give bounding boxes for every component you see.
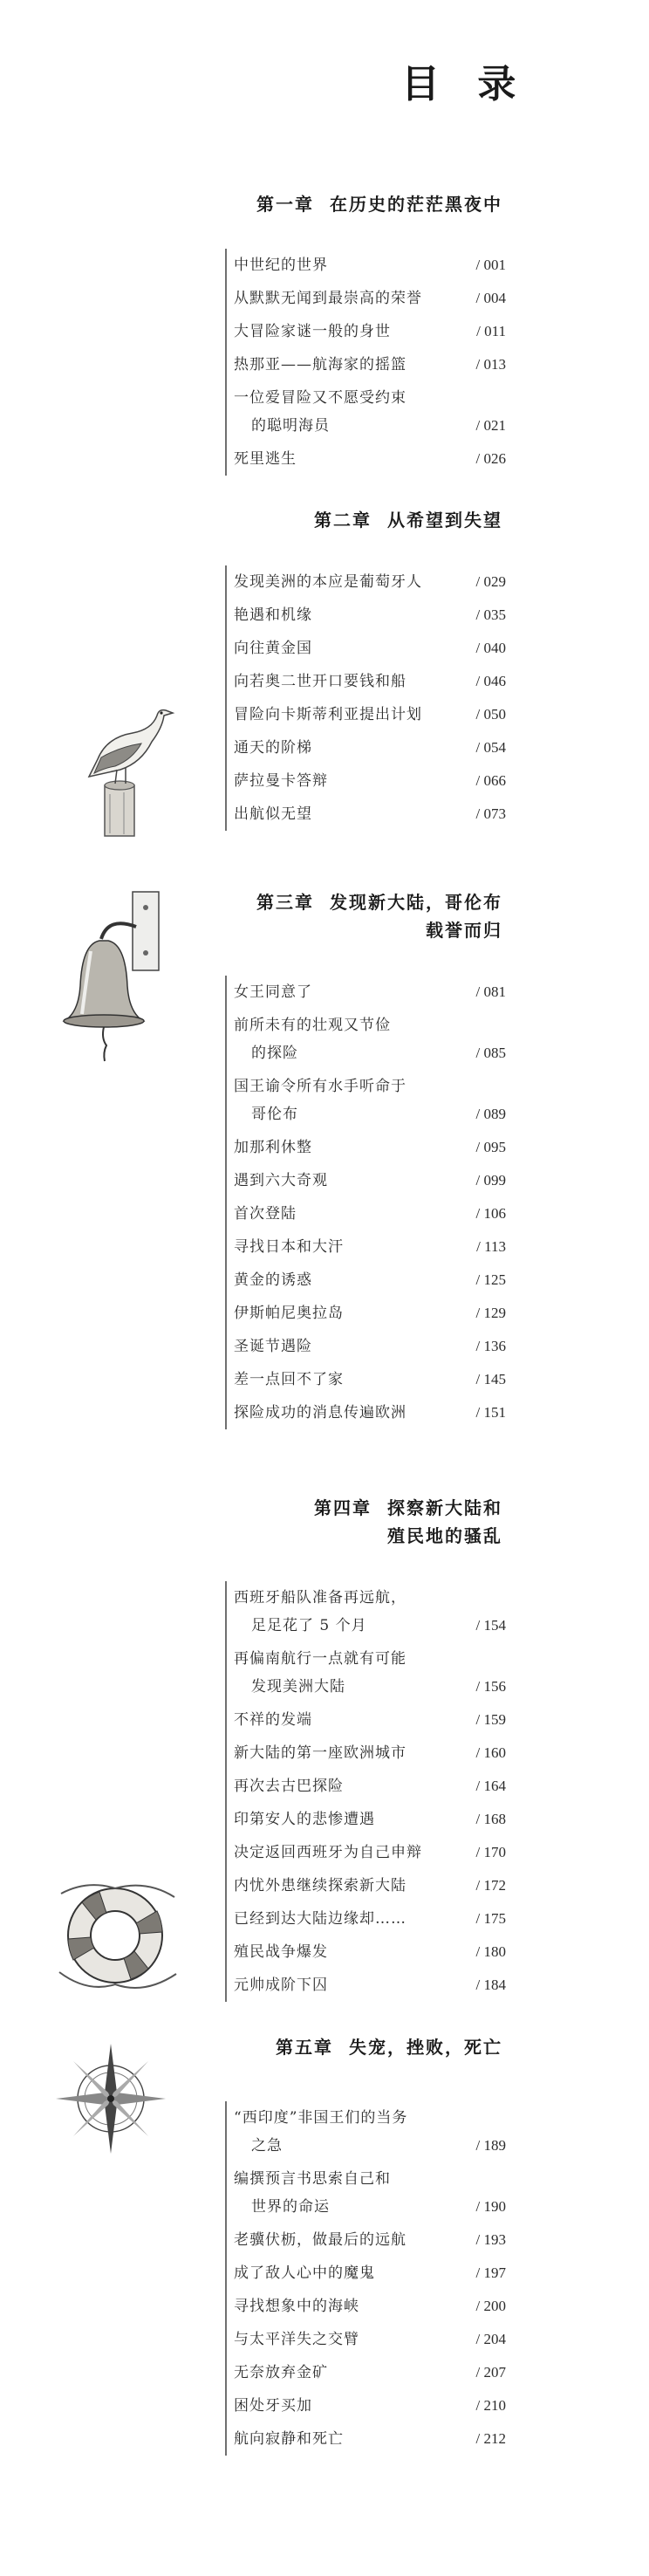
- toc-entry[interactable]: “西印度”非国王们的当务 之急 / 189: [227, 2101, 506, 2162]
- toc-entry[interactable]: 再次去古巴探险 / 164: [227, 1770, 506, 1803]
- chapter-3-toc: [225, 976, 506, 1429]
- page-number: / 210: [475, 2397, 506, 2414]
- toc-entry[interactable]: 国王谕令所有水手听命于 哥伦布 / 089: [227, 1070, 506, 1131]
- chapter-5-toc: [225, 2101, 506, 2456]
- toc-entry[interactable]: 西班牙船队准备再远航， 足足花了 5 个月 / 154: [227, 1581, 506, 1642]
- page-number: / 189: [475, 2137, 506, 2154]
- page-number: / 170: [475, 1844, 506, 1860]
- toc-entry[interactable]: 冒险向卡斯蒂利亚提出计划 / 050: [227, 698, 506, 731]
- toc-entry[interactable]: 再偏南航行一点就有可能 发现美洲大陆 / 156: [227, 1642, 506, 1703]
- toc-entry[interactable]: 航向寂静和死亡 / 212: [227, 2422, 506, 2456]
- toc-entry[interactable]: 从默默无闻到最崇高的荣誉 / 004: [227, 282, 506, 315]
- page-number: / 035: [475, 606, 506, 623]
- page-number: / 159: [475, 1711, 506, 1728]
- page-number: / 175: [475, 1910, 506, 1927]
- page-number: / 004: [475, 290, 506, 306]
- page-number: / 145: [475, 1371, 506, 1387]
- toc-entry[interactable]: 编撰预言书思索自己和 世界的命运 / 190: [227, 2162, 506, 2223]
- chapter-title: 从希望到失望: [387, 510, 502, 531]
- page-number: / 164: [475, 1778, 506, 1794]
- page-number: / 212: [475, 2430, 506, 2447]
- page-title: 目 录: [401, 62, 529, 106]
- toc-entry[interactable]: 差一点回不了家 / 145: [227, 1363, 506, 1396]
- toc-entry[interactable]: 大冒险家谜一般的身世 / 011: [227, 315, 506, 348]
- page-number: / 200: [475, 2298, 506, 2314]
- chapter-title: 发现新大陆，哥伦布: [330, 892, 502, 913]
- toc-entry[interactable]: 发现美洲的本应是葡萄牙人 / 029: [227, 565, 506, 599]
- toc-entry[interactable]: 伊斯帕尼奥拉岛 / 129: [227, 1297, 506, 1330]
- toc-entry[interactable]: 女王同意了 / 081: [227, 976, 506, 1009]
- toc-entry[interactable]: 通天的阶梯 / 054: [227, 731, 506, 764]
- chapter-number: 第二章: [314, 510, 372, 531]
- toc-entry[interactable]: 已经到达大陆边缘却…… / 175: [227, 1902, 506, 1935]
- page-number: / 172: [475, 1877, 506, 1894]
- page-number: / 156: [475, 1678, 506, 1695]
- page-number: / 125: [475, 1271, 506, 1288]
- toc-entry[interactable]: 不祥的发端 / 159: [227, 1703, 506, 1737]
- toc-entry[interactable]: 新大陆的第一座欧洲城市 / 160: [227, 1737, 506, 1770]
- chapter-4-toc: [225, 1581, 506, 2002]
- page-number: / 184: [475, 1977, 506, 1993]
- toc-entry[interactable]: 殖民战争爆发 / 180: [227, 1935, 506, 1969]
- toc-entry[interactable]: 出航似无望 / 073: [227, 798, 506, 831]
- page-number: / 026: [475, 450, 506, 467]
- page-number: / 168: [475, 1811, 506, 1827]
- toc-entry[interactable]: 寻找想象中的海峡 / 200: [227, 2290, 506, 2323]
- chapter-title: 探察新大陆和: [387, 1497, 502, 1518]
- toc-entry[interactable]: 一位爱冒险又不愿受约束 的聪明海员 / 021: [227, 381, 506, 442]
- toc-entry[interactable]: 加那利休整 / 095: [227, 1131, 506, 1164]
- page-number: / 095: [475, 1139, 506, 1155]
- page-number: / 207: [475, 2364, 506, 2381]
- page-number: / 001: [475, 257, 506, 273]
- page-number: / 204: [475, 2331, 506, 2347]
- chapter-title: 失宠，挫败，死亡: [349, 2037, 502, 2058]
- toc-entry[interactable]: 成了敌人心中的魔鬼 / 197: [227, 2257, 506, 2290]
- seagull-illustration: [72, 689, 176, 838]
- page-number: / 160: [475, 1744, 506, 1761]
- toc-entry[interactable]: 无奈放弃金矿 / 207: [227, 2356, 506, 2389]
- page-number: / 099: [475, 1172, 506, 1189]
- toc-entry[interactable]: 艳遇和机缘 / 035: [227, 599, 506, 632]
- chapter-2-heading: [314, 506, 502, 534]
- page-number: / 129: [475, 1305, 506, 1321]
- toc-entry[interactable]: 萨拉曼卡答辩 / 066: [227, 764, 506, 798]
- page-number: / 081: [475, 983, 506, 1000]
- page-number: / 011: [476, 323, 506, 339]
- toc-entry[interactable]: 热那亚——航海家的摇篮 / 013: [227, 348, 506, 381]
- toc-entry[interactable]: 圣诞节遇险 / 136: [227, 1330, 506, 1363]
- bell-illustration: [56, 890, 178, 1065]
- page-number: / 029: [475, 573, 506, 590]
- page-number: / 151: [475, 1404, 506, 1421]
- toc-entry[interactable]: 与太平洋失之交臂 / 204: [227, 2323, 506, 2356]
- page-number: / 106: [475, 1205, 506, 1222]
- page-number: / 021: [475, 417, 506, 434]
- chapter-3-heading: [256, 888, 502, 944]
- toc-entry[interactable]: 中世纪的世界 / 001: [227, 249, 506, 282]
- toc-entry[interactable]: 死里逃生 / 026: [227, 442, 506, 476]
- chapter-title: 在历史的茫茫黑夜中: [330, 194, 502, 215]
- chapter-number: 第一章: [256, 194, 314, 215]
- chapter-1-heading: [256, 190, 502, 218]
- page-number: / 154: [475, 1617, 506, 1634]
- life-buoy-illustration: [52, 1876, 183, 1998]
- chapter-title-line2: 殖民地的骚乱: [387, 1525, 502, 1546]
- page-number: / 066: [475, 772, 506, 789]
- page-number: / 085: [475, 1045, 506, 1061]
- toc-entry[interactable]: 内忧外患继续探索新大陆 / 172: [227, 1869, 506, 1902]
- chapter-title-line2: 载誉而归: [426, 920, 502, 941]
- toc-entry[interactable]: 向往黄金国 / 040: [227, 632, 506, 665]
- toc-entry[interactable]: 探险成功的消息传遍欧洲 / 151: [227, 1396, 506, 1429]
- toc-entry[interactable]: 遇到六大奇观 / 099: [227, 1164, 506, 1197]
- chapter-2-toc: [225, 565, 506, 831]
- chapter-number: 第五章: [276, 2037, 333, 2058]
- page-number: / 089: [475, 1106, 506, 1122]
- chapter-number: 第四章: [314, 1497, 372, 1518]
- toc-entry[interactable]: 元帅成阶下囚 / 184: [227, 1969, 506, 2002]
- toc-entry[interactable]: 印第安人的悲惨遭遇 / 168: [227, 1803, 506, 1836]
- page-number: / 013: [475, 356, 506, 373]
- toc-entry[interactable]: 前所未有的壮观又节俭 的探险 / 085: [227, 1009, 506, 1070]
- page-number: / 046: [475, 673, 506, 689]
- page-number: / 073: [475, 805, 506, 822]
- page-number: / 136: [475, 1338, 506, 1354]
- chapter-4-heading: [314, 1494, 502, 1550]
- chapter-5-heading: [276, 2033, 502, 2061]
- page-number: / 193: [475, 2231, 506, 2248]
- page-number: / 054: [475, 739, 506, 756]
- page-number: / 113: [476, 1238, 506, 1255]
- page-number: / 197: [475, 2264, 506, 2281]
- toc-entry[interactable]: 老骥伏枥，做最后的远航 / 193: [227, 2223, 506, 2257]
- compass-rose-icon: [54, 2042, 167, 2155]
- chapter-1-toc: [225, 249, 506, 476]
- toc-entry[interactable]: 黄金的诱惑 / 125: [227, 1264, 506, 1297]
- toc-entry[interactable]: 困处牙买加 / 210: [227, 2389, 506, 2422]
- toc-entry[interactable]: 向若奥二世开口要钱和船 / 046: [227, 665, 506, 698]
- page-number: / 190: [475, 2198, 506, 2215]
- toc-entry[interactable]: 寻找日本和大汗 / 113: [227, 1230, 506, 1264]
- toc-entry[interactable]: 决定返回西班牙为自己申辩 / 170: [227, 1836, 506, 1869]
- page-number: / 040: [475, 640, 506, 656]
- chapter-number: 第三章: [256, 892, 314, 913]
- toc-entry[interactable]: 首次登陆 / 106: [227, 1197, 506, 1230]
- page-number: / 180: [475, 1943, 506, 1960]
- page-number: / 050: [475, 706, 506, 723]
